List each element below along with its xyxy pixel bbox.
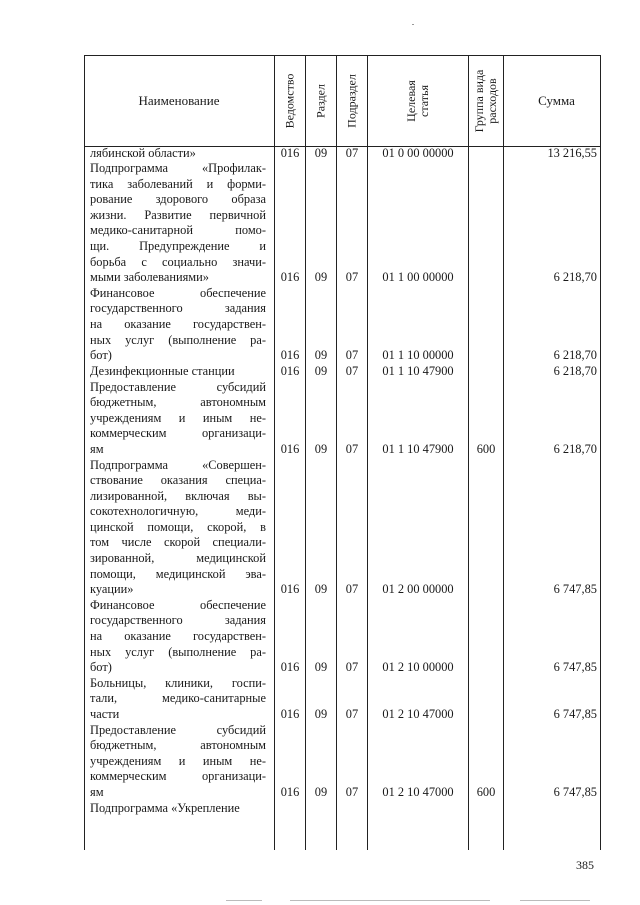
description-line: куации»	[90, 582, 134, 597]
description-line: бюджетным, автономным	[90, 738, 266, 753]
row-description	[90, 801, 266, 817]
description-line: коммерческим организаци-	[90, 426, 266, 441]
cell-summa: 6 218,70	[553, 441, 597, 456]
column-border-gruppa	[503, 55, 504, 850]
description-line: лизированной, включая вы-	[90, 488, 266, 503]
cell-podrazdel: 07	[345, 145, 359, 160]
description-line: ных услуг (выполнение ра-	[90, 644, 266, 659]
description-line: государственного задания	[90, 301, 266, 316]
cell-podrazdel: 07	[345, 363, 359, 378]
description-line: ствование оказания специа-	[90, 473, 266, 488]
description-line: ям	[90, 441, 104, 456]
description-line: на оказание государствен-	[90, 317, 266, 332]
cell-razdel: 09	[314, 660, 328, 675]
cell-celevaya: 01 2 00 00000	[382, 582, 454, 597]
header-gruppa	[473, 70, 499, 133]
description-line: щи. Предупреждение и	[90, 239, 266, 254]
description-line: бот)	[90, 348, 112, 363]
description-line: тика заболеваний и форми-	[90, 176, 266, 191]
cell-gruppa: 600	[476, 441, 496, 456]
cell-celevaya: 01 1 10 47900	[382, 363, 454, 378]
cell-podrazdel: 07	[345, 348, 359, 363]
cell-celevaya: 01 1 10 00000	[382, 348, 454, 363]
column-border-celevaya	[468, 55, 469, 850]
description-line: Подпрограмма «Профилак-	[90, 161, 266, 176]
scan-mark	[412, 24, 414, 25]
row-description	[90, 161, 266, 286]
cell-podrazdel: 07	[345, 707, 359, 722]
description-line: сокотехнологичную, меди-	[90, 504, 266, 519]
description-line: лябинской области»	[90, 145, 196, 160]
row-description	[90, 723, 266, 801]
cell-summa: 13 216,55	[547, 145, 597, 160]
cell-ved: 016	[280, 270, 300, 285]
row-description	[90, 380, 266, 458]
header-celevaya-line1: Целевая	[404, 80, 418, 122]
description-line: на оказание государствен-	[90, 629, 266, 644]
row-description	[90, 458, 266, 598]
cell-razdel: 09	[314, 145, 328, 160]
row-description	[90, 146, 266, 162]
description-line: бюджетным, автономным	[90, 395, 266, 410]
description-line: Дезинфекционные станции	[90, 363, 235, 378]
cell-summa: 6 747,85	[553, 582, 597, 597]
cell-razdel: 09	[314, 707, 328, 722]
description-line: ных услуг (выполнение ра-	[90, 332, 266, 347]
cell-summa: 6 747,85	[553, 707, 597, 722]
row-description	[90, 364, 266, 380]
cell-podrazdel: 07	[345, 660, 359, 675]
footer-mark	[226, 900, 262, 901]
description-line: Финансовое обеспечение	[90, 285, 266, 300]
table-top-border	[84, 55, 601, 56]
header-razdel: Раздел	[313, 84, 328, 118]
cell-razdel: 09	[314, 441, 328, 456]
description-line: тали, медико-санитарные	[90, 691, 266, 706]
header-celevaya-line2: статья	[417, 85, 431, 117]
cell-podrazdel: 07	[345, 270, 359, 285]
row-description	[90, 676, 266, 723]
cell-ved: 016	[280, 707, 300, 722]
description-line: Финансовое обеспечение	[90, 597, 266, 612]
cell-ved: 016	[280, 582, 300, 597]
cell-podrazdel: 07	[345, 785, 359, 800]
cell-ved: 016	[280, 660, 300, 675]
description-line: ям	[90, 785, 104, 800]
cell-razdel: 09	[314, 785, 328, 800]
cell-celevaya: 01 0 00 00000	[382, 145, 454, 160]
cell-summa: 6 747,85	[553, 785, 597, 800]
description-line: Предоставление субсидий	[90, 722, 266, 737]
description-line: коммерческим организаци-	[90, 769, 266, 784]
description-line: цинской помощи, скорой, в	[90, 519, 266, 534]
column-border-right	[600, 55, 601, 850]
cell-razdel: 09	[314, 363, 328, 378]
cell-podrazdel: 07	[345, 441, 359, 456]
description-line: Предоставление субсидий	[90, 379, 266, 394]
description-line: бот)	[90, 660, 112, 675]
header-celevaya	[405, 80, 431, 122]
description-line: части	[90, 707, 120, 722]
cell-ved: 016	[280, 363, 300, 378]
cell-gruppa: 600	[476, 785, 496, 800]
cell-celevaya: 01 1 10 47900	[382, 441, 454, 456]
cell-razdel: 09	[314, 582, 328, 597]
cell-summa: 6 218,70	[553, 270, 597, 285]
description-line: зированной, медицинской	[90, 551, 266, 566]
cell-celevaya: 01 2 10 47000	[382, 785, 454, 800]
cell-ved: 016	[280, 348, 300, 363]
description-line: Больницы, клиники, госпи-	[90, 675, 266, 690]
cell-podrazdel: 07	[345, 582, 359, 597]
header-gruppa-line1: Группа вида	[472, 69, 486, 133]
description-line: Подпрограмма «Совершен-	[90, 457, 266, 472]
description-line: учреждениям и иным не-	[90, 410, 266, 425]
footer-mark	[290, 900, 490, 901]
column-border-left	[84, 55, 85, 850]
header-name: Наименование	[138, 93, 220, 108]
footer-mark	[520, 900, 590, 901]
row-description	[90, 286, 266, 364]
cell-celevaya: 01 2 10 00000	[382, 660, 454, 675]
description-line: помощи, медицинской эва-	[90, 566, 266, 581]
cell-summa: 6 218,70	[553, 363, 597, 378]
cell-razdel: 09	[314, 348, 328, 363]
description-line: учреждениям и иным не-	[90, 753, 266, 768]
header-ved: Ведомство	[282, 73, 297, 129]
description-line: борьба с социально значи-	[90, 254, 266, 269]
description-line: медико-санитарной помо-	[90, 223, 266, 238]
description-line: жизни. Развитие первичной	[90, 207, 266, 222]
cell-ved: 016	[280, 441, 300, 456]
description-line: рование здорового образа	[90, 192, 266, 207]
header-gruppa-line2: расходов	[485, 78, 499, 124]
cell-ved: 016	[280, 785, 300, 800]
header-podrazdel: Подраздел	[344, 74, 359, 128]
row-description	[90, 598, 266, 676]
description-line: государственного задания	[90, 613, 266, 628]
header-summa: Сумма	[538, 93, 575, 108]
page-number: 385	[576, 858, 594, 872]
description-line: том числе скорой специали-	[90, 535, 266, 550]
cell-celevaya: 01 1 00 00000	[382, 270, 454, 285]
cell-summa: 6 747,85	[553, 660, 597, 675]
cell-ved: 016	[280, 145, 300, 160]
cell-summa: 6 218,70	[553, 348, 597, 363]
description-line: Подпрограмма «Укрепление	[90, 800, 240, 815]
description-line: мыми заболеваниями»	[90, 270, 209, 285]
cell-celevaya: 01 2 10 47000	[382, 707, 454, 722]
cell-razdel: 09	[314, 270, 328, 285]
